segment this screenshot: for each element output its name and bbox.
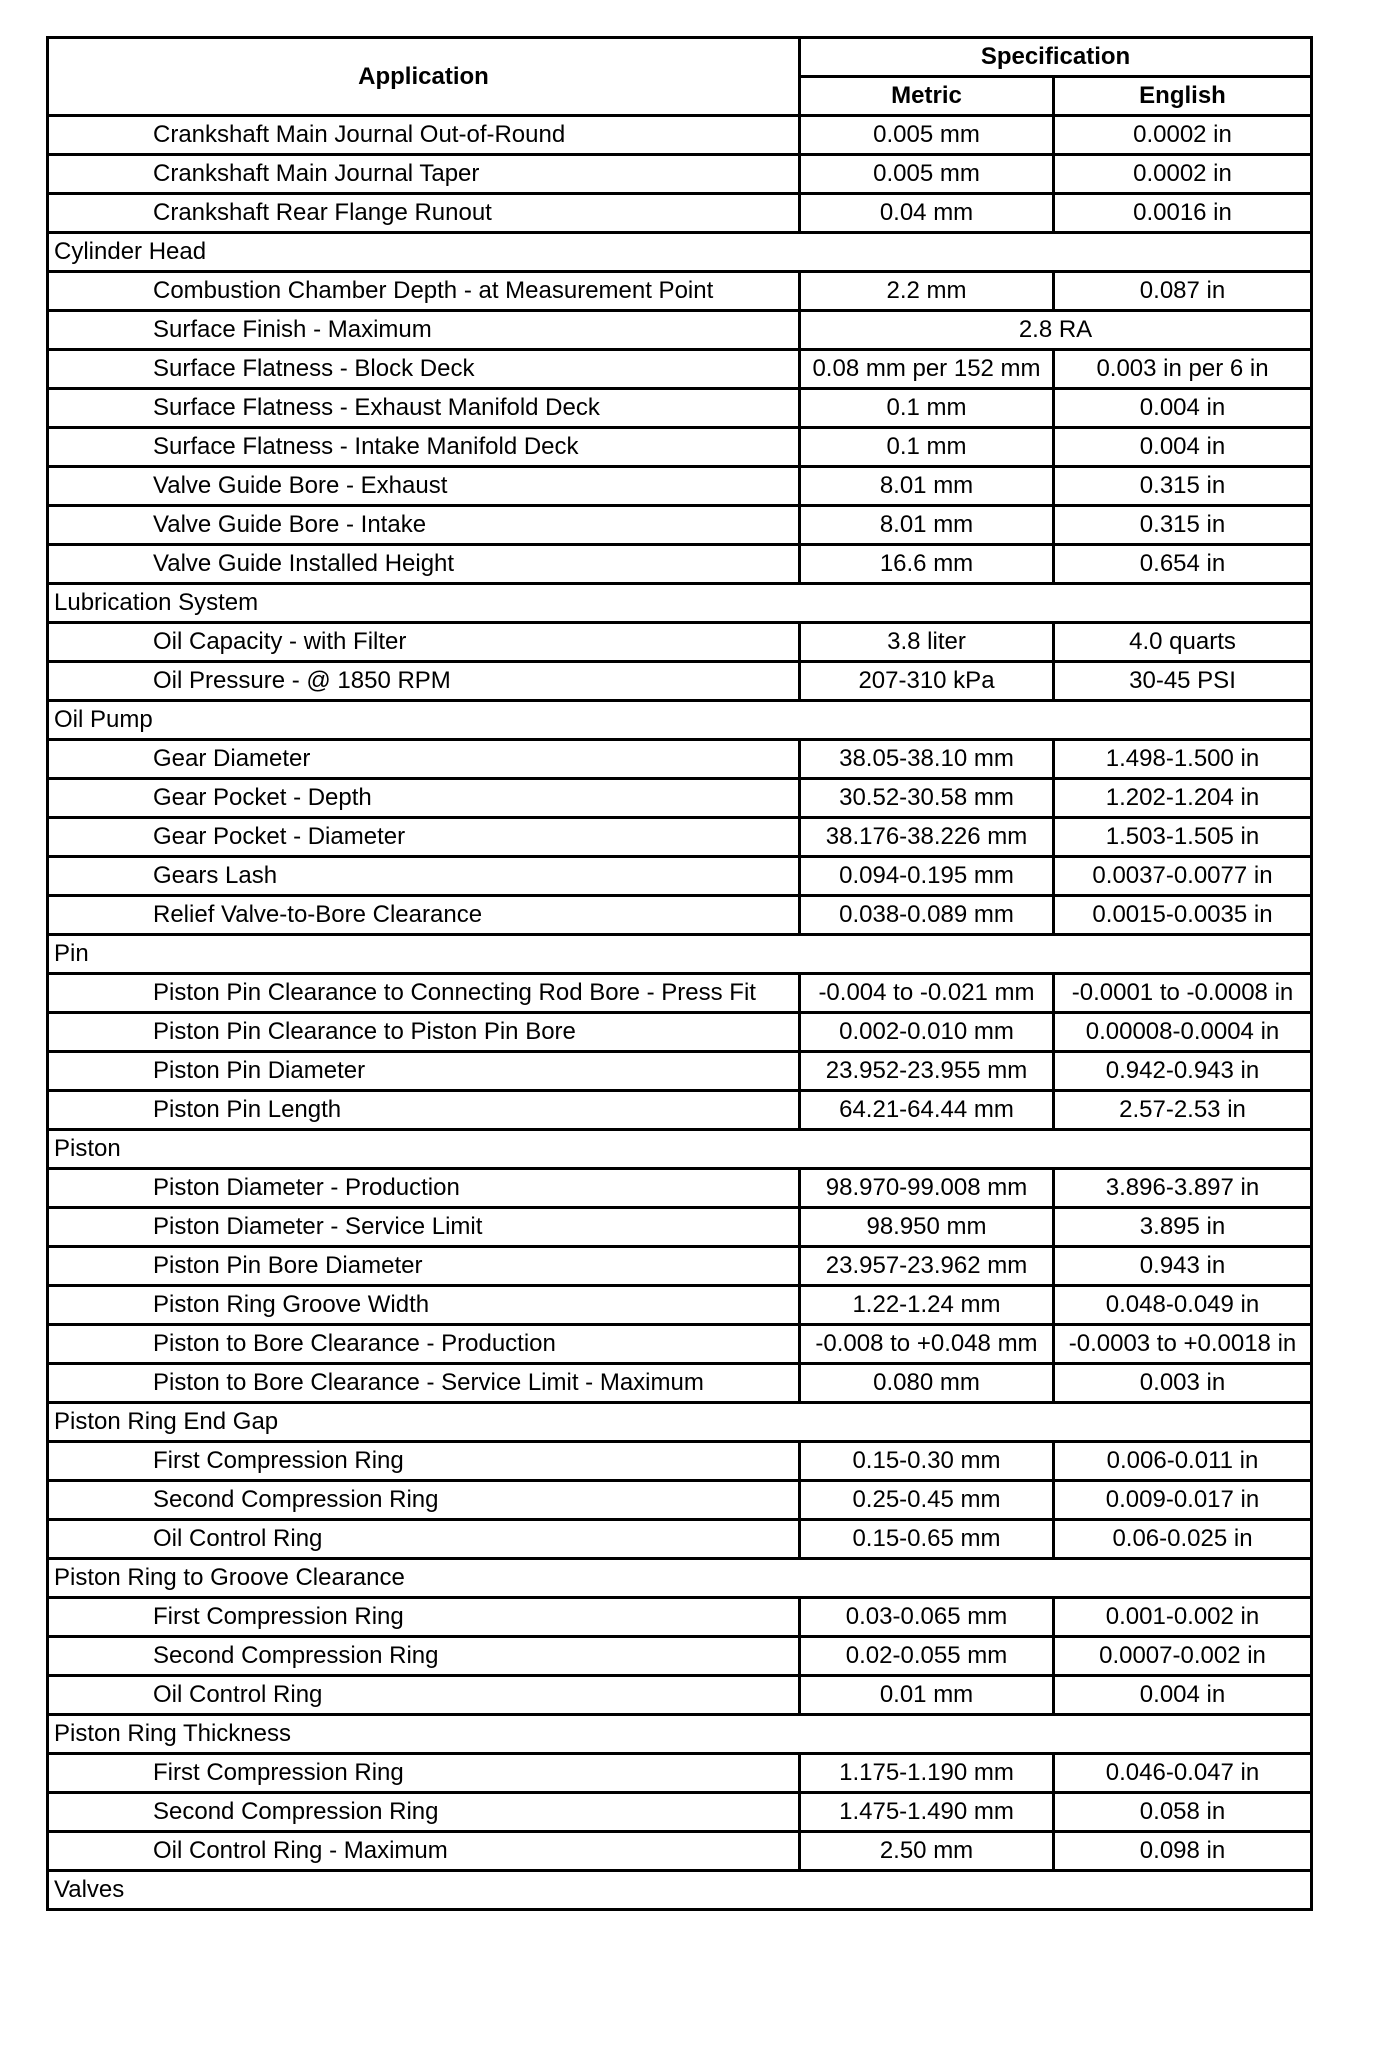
category-label: Piston Ring Thickness — [48, 1715, 1312, 1754]
metric-cell: 0.094-0.195 mm — [800, 857, 1054, 896]
combined-spec-cell: 2.8 RA — [800, 311, 1312, 350]
application-cell: Crankshaft Main Journal Taper — [48, 155, 800, 194]
english-cell: 0.0015-0.0035 in — [1054, 896, 1312, 935]
table-row — [48, 740, 1312, 779]
metric-cell: 0.03-0.065 mm — [800, 1598, 1054, 1637]
english-cell: 0.315 in — [1054, 506, 1312, 545]
metric-cell: 207-310 kPa — [800, 662, 1054, 701]
english-cell: 0.006-0.011 in — [1054, 1442, 1312, 1481]
table-row — [48, 1676, 1312, 1715]
english-cell: 0.009-0.017 in — [1054, 1481, 1312, 1520]
application-cell: Valve Guide Installed Height — [48, 545, 800, 584]
metric-cell: 0.25-0.45 mm — [800, 1481, 1054, 1520]
category-label: Valves — [48, 1871, 1312, 1910]
table-row — [48, 818, 1312, 857]
metric-cell: 38.176-38.226 mm — [800, 818, 1054, 857]
metric-cell: 98.970-99.008 mm — [800, 1169, 1054, 1208]
application-cell: Piston Diameter - Service Limit — [48, 1208, 800, 1247]
table-row — [48, 389, 1312, 428]
table-row — [48, 194, 1312, 233]
application-cell: Gears Lash — [48, 857, 800, 896]
english-cell: 0.315 in — [1054, 467, 1312, 506]
table-row — [48, 1442, 1312, 1481]
metric-cell: 8.01 mm — [800, 467, 1054, 506]
category-row — [48, 935, 1312, 974]
table-row — [48, 545, 1312, 584]
table-row — [48, 155, 1312, 194]
metric-cell: 0.1 mm — [800, 428, 1054, 467]
table-row — [48, 350, 1312, 389]
table-row — [48, 623, 1312, 662]
category-row — [48, 233, 1312, 272]
application-cell: Piston Pin Clearance to Piston Pin Bore — [48, 1013, 800, 1052]
application-cell: First Compression Ring — [48, 1598, 800, 1637]
english-cell: 30-45 PSI — [1054, 662, 1312, 701]
specification-header: Specification — [800, 38, 1312, 77]
metric-cell: 0.080 mm — [800, 1364, 1054, 1403]
application-cell: First Compression Ring — [48, 1442, 800, 1481]
metric-header: Metric — [800, 77, 1054, 116]
metric-cell: 30.52-30.58 mm — [800, 779, 1054, 818]
english-cell: 0.087 in — [1054, 272, 1312, 311]
metric-cell: 0.002-0.010 mm — [800, 1013, 1054, 1052]
english-cell: 0.004 in — [1054, 389, 1312, 428]
application-cell: Piston Pin Bore Diameter — [48, 1247, 800, 1286]
metric-cell: 64.21-64.44 mm — [800, 1091, 1054, 1130]
application-cell: Crankshaft Main Journal Out-of-Round — [48, 116, 800, 155]
metric-cell: 3.8 liter — [800, 623, 1054, 662]
english-cell: 0.0002 in — [1054, 155, 1312, 194]
table-row — [48, 1481, 1312, 1520]
english-cell: 0.098 in — [1054, 1832, 1312, 1871]
application-cell: Piston Pin Length — [48, 1091, 800, 1130]
english-cell: -0.0003 to +0.0018 in — [1054, 1325, 1312, 1364]
application-header: Application — [48, 38, 800, 116]
table-row — [48, 1091, 1312, 1130]
metric-cell: 0.15-0.65 mm — [800, 1520, 1054, 1559]
application-cell: Piston to Bore Clearance - Service Limit - Maximum — [48, 1364, 800, 1403]
english-cell: 2.57-2.53 in — [1054, 1091, 1312, 1130]
english-cell: 0.004 in — [1054, 428, 1312, 467]
english-cell: 1.498-1.500 in — [1054, 740, 1312, 779]
category-row — [48, 1403, 1312, 1442]
english-cell: 0.00008-0.0004 in — [1054, 1013, 1312, 1052]
header-row — [48, 38, 1312, 77]
table-row — [48, 1793, 1312, 1832]
application-cell: Oil Control Ring — [48, 1520, 800, 1559]
application-cell: Surface Flatness - Exhaust Manifold Deck — [48, 389, 800, 428]
english-cell: 0.048-0.049 in — [1054, 1286, 1312, 1325]
category-row — [48, 1871, 1312, 1910]
application-cell: Combustion Chamber Depth - at Measurement Point — [48, 272, 800, 311]
table-row — [48, 1286, 1312, 1325]
metric-cell: 98.950 mm — [800, 1208, 1054, 1247]
english-cell: 3.896-3.897 in — [1054, 1169, 1312, 1208]
table-row — [48, 662, 1312, 701]
english-cell: 0.942-0.943 in — [1054, 1052, 1312, 1091]
english-cell: 4.0 quarts — [1054, 623, 1312, 662]
table-row — [48, 116, 1312, 155]
application-cell: Surface Flatness - Block Deck — [48, 350, 800, 389]
application-cell: Second Compression Ring — [48, 1481, 800, 1520]
metric-cell: 8.01 mm — [800, 506, 1054, 545]
metric-cell: 2.2 mm — [800, 272, 1054, 311]
category-row — [48, 1715, 1312, 1754]
metric-cell: 0.04 mm — [800, 194, 1054, 233]
english-cell: 0.0037-0.0077 in — [1054, 857, 1312, 896]
category-row — [48, 1130, 1312, 1169]
metric-cell: 1.475-1.490 mm — [800, 1793, 1054, 1832]
english-cell: -0.0001 to -0.0008 in — [1054, 974, 1312, 1013]
metric-cell: 0.005 mm — [800, 116, 1054, 155]
category-label: Lubrication System — [48, 584, 1312, 623]
metric-cell: 38.05-38.10 mm — [800, 740, 1054, 779]
table-row — [48, 1208, 1312, 1247]
table-row — [48, 779, 1312, 818]
category-label: Cylinder Head — [48, 233, 1312, 272]
category-row — [48, 584, 1312, 623]
english-cell: 0.003 in — [1054, 1364, 1312, 1403]
metric-cell: 23.952-23.955 mm — [800, 1052, 1054, 1091]
metric-cell: 0.15-0.30 mm — [800, 1442, 1054, 1481]
table-row — [48, 1013, 1312, 1052]
category-label: Piston — [48, 1130, 1312, 1169]
application-cell: Piston Ring Groove Width — [48, 1286, 800, 1325]
english-cell: 0.058 in — [1054, 1793, 1312, 1832]
english-cell: 0.943 in — [1054, 1247, 1312, 1286]
metric-cell: 2.50 mm — [800, 1832, 1054, 1871]
metric-cell: 1.175-1.190 mm — [800, 1754, 1054, 1793]
table-row — [48, 272, 1312, 311]
table-row — [48, 974, 1312, 1013]
application-cell: Valve Guide Bore - Intake — [48, 506, 800, 545]
table-body — [48, 116, 1312, 1910]
english-cell: 0.0002 in — [1054, 116, 1312, 155]
metric-cell: 0.038-0.089 mm — [800, 896, 1054, 935]
application-cell: Gear Pocket - Depth — [48, 779, 800, 818]
table-row — [48, 1637, 1312, 1676]
application-cell: Piston Pin Diameter — [48, 1052, 800, 1091]
metric-cell: 16.6 mm — [800, 545, 1054, 584]
table-row — [48, 467, 1312, 506]
application-cell: Piston to Bore Clearance - Production — [48, 1325, 800, 1364]
table-row — [48, 1598, 1312, 1637]
metric-cell: -0.008 to +0.048 mm — [800, 1325, 1054, 1364]
table-row — [48, 1832, 1312, 1871]
application-cell: First Compression Ring — [48, 1754, 800, 1793]
application-cell: Piston Pin Clearance to Connecting Rod Bore - Press Fit — [48, 974, 800, 1013]
english-cell: 0.0016 in — [1054, 194, 1312, 233]
category-row — [48, 1559, 1312, 1598]
table-row — [48, 1754, 1312, 1793]
table-row — [48, 1169, 1312, 1208]
application-cell: Surface Finish - Maximum — [48, 311, 800, 350]
application-cell: Gear Diameter — [48, 740, 800, 779]
application-cell: Relief Valve-to-Bore Clearance — [48, 896, 800, 935]
table-row — [48, 1520, 1312, 1559]
category-label: Piston Ring End Gap — [48, 1403, 1312, 1442]
table-row — [48, 1325, 1312, 1364]
table-row — [48, 311, 1312, 350]
metric-cell: 23.957-23.962 mm — [800, 1247, 1054, 1286]
metric-cell: 0.01 mm — [800, 1676, 1054, 1715]
category-label: Piston Ring to Groove Clearance — [48, 1559, 1312, 1598]
table-row — [48, 857, 1312, 896]
table-row — [48, 506, 1312, 545]
metric-cell: 0.02-0.055 mm — [800, 1637, 1054, 1676]
english-cell: 0.003 in per 6 in — [1054, 350, 1312, 389]
category-label: Oil Pump — [48, 701, 1312, 740]
metric-cell: 0.005 mm — [800, 155, 1054, 194]
english-cell: 1.503-1.505 in — [1054, 818, 1312, 857]
specification-table — [46, 36, 1313, 1911]
application-cell: Crankshaft Rear Flange Runout — [48, 194, 800, 233]
table-row — [48, 428, 1312, 467]
english-cell: 0.06-0.025 in — [1054, 1520, 1312, 1559]
english-cell: 0.0007-0.002 in — [1054, 1637, 1312, 1676]
table-row — [48, 1364, 1312, 1403]
application-cell: Piston Diameter - Production — [48, 1169, 800, 1208]
english-cell: 0.654 in — [1054, 545, 1312, 584]
application-cell: Oil Control Ring - Maximum — [48, 1832, 800, 1871]
application-cell: Oil Pressure - @ 1850 RPM — [48, 662, 800, 701]
table-row — [48, 1052, 1312, 1091]
category-row — [48, 701, 1312, 740]
english-cell: 0.001-0.002 in — [1054, 1598, 1312, 1637]
english-cell: 3.895 in — [1054, 1208, 1312, 1247]
application-cell: Valve Guide Bore - Exhaust — [48, 467, 800, 506]
application-cell: Gear Pocket - Diameter — [48, 818, 800, 857]
application-cell: Oil Capacity - with Filter — [48, 623, 800, 662]
application-cell: Surface Flatness - Intake Manifold Deck — [48, 428, 800, 467]
table-row — [48, 1247, 1312, 1286]
application-cell: Oil Control Ring — [48, 1676, 800, 1715]
english-cell: 0.046-0.047 in — [1054, 1754, 1312, 1793]
english-header: English — [1054, 77, 1312, 116]
metric-cell: 0.08 mm per 152 mm — [800, 350, 1054, 389]
metric-cell: 1.22-1.24 mm — [800, 1286, 1054, 1325]
table-row — [48, 896, 1312, 935]
application-cell: Second Compression Ring — [48, 1637, 800, 1676]
category-label: Pin — [48, 935, 1312, 974]
metric-cell: 0.1 mm — [800, 389, 1054, 428]
metric-cell: -0.004 to -0.021 mm — [800, 974, 1054, 1013]
english-cell: 1.202-1.204 in — [1054, 779, 1312, 818]
application-cell: Second Compression Ring — [48, 1793, 800, 1832]
english-cell: 0.004 in — [1054, 1676, 1312, 1715]
